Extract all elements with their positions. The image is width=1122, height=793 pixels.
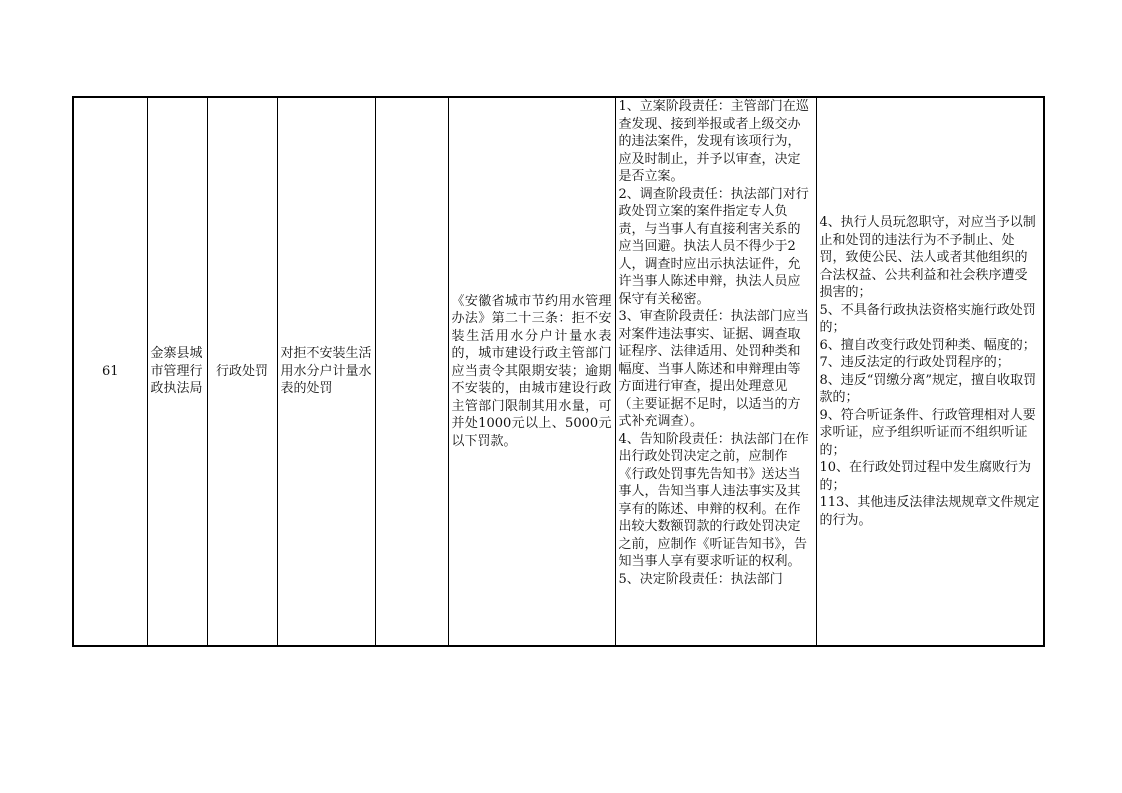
accountability-item: 113、其他违反法律法规规章文件规定的行为。 xyxy=(819,495,1040,528)
legal-basis-text: 《安徽省城市节约用水管理办法》第二十三条：拒不安装生活用水分户计量水表的，城市建设行政主管部门应当责令其限期安装；逾期不安装的，由城市建设行政主管部门限制其用水量，可并处1000元以上、5000元以下罚款。 xyxy=(451,293,612,449)
responsibility-item: 3、审查阶段责任：执法部门应当对案件违法事实、证据、调查取证程序、法律适用、处罚种类和幅度、当事人陈述和申辩理由等方面进行审查，提出处理意见（主要证据不足时，以适当的方式补充调查）。 xyxy=(618,309,809,429)
accountability-item: 4、执行人员玩忽职守，对应当予以制止和处罚的违法行为不予制止、处罚，致使公民、法人或者其他组织的合法权益、公共利益和社会秩序遭受损害的； xyxy=(819,215,1036,300)
legal-basis-cell xyxy=(448,97,615,646)
department-cell xyxy=(147,97,207,646)
table-row xyxy=(73,97,1044,646)
category-cell xyxy=(207,97,277,646)
responsibility-list xyxy=(616,98,816,588)
department-name: 金寨县城市管理行政执法局 xyxy=(150,346,203,397)
power-list-table xyxy=(72,96,1045,647)
row-number-cell xyxy=(73,97,147,646)
item-cell xyxy=(277,97,375,646)
accountability-item: 5、不具备行政执法资格实施行政处罚的； xyxy=(819,302,1036,335)
accountability-item: 10、在行政处罚过程中发生腐败行为的； xyxy=(819,460,1032,493)
responsibility-item: 4、告知阶段责任：执法部门在作出行政处罚决定之前，应制作《行政处罚事先告知书》送达当事人，告知当事人违法事实及其享有的陈述、申辩的权利。在作出较大数额罚款的行政处罚决定之前，应制作《听证告知书》，告知当事人享有要求听证的权利。 xyxy=(618,431,809,569)
accountability-item: 7、违反法定的行政处罚程序的； xyxy=(819,355,1010,370)
responsibility-cell xyxy=(615,97,816,646)
responsibility-clip xyxy=(616,98,816,645)
power-item-name: 对拒不安装生活用水分户计量水表的处罚 xyxy=(280,346,372,397)
subitem-cell xyxy=(375,97,448,646)
responsibility-item: 2、调查阶段责任：执法部门对行政处罚立案的案件指定专人负责，与当事人有直接利害关系的应当回避。执法人员不得少于2人，调查时应出示执法证件，允许当事人陈述申辩，执法人员应保守有关秘密。 xyxy=(618,186,809,307)
responsibility-item: 1、立案阶段责任：主管部门在巡查发现、接到举报或者上级交办的违法案件，发现有该项行为，应及时制止，并予以审查，决定是否立案。 xyxy=(618,99,809,184)
accountability-list xyxy=(820,214,1041,529)
power-category: 行政处罚 xyxy=(215,363,268,379)
accountability-cell xyxy=(816,97,1044,646)
responsibility-item: 5、决定阶段责任：执法部门 xyxy=(618,571,783,587)
accountability-item: 8、违反“罚缴分离”规定，擅自收取罚款的； xyxy=(819,372,1037,405)
accountability-item: 6、擅自改变行政处罚种类、幅度的； xyxy=(819,337,1036,353)
row-number: 61 xyxy=(101,363,119,379)
accountability-item: 9、符合听证条件、行政管理相对人要求听证，应予组织听证而不组织听证的； xyxy=(819,407,1036,458)
